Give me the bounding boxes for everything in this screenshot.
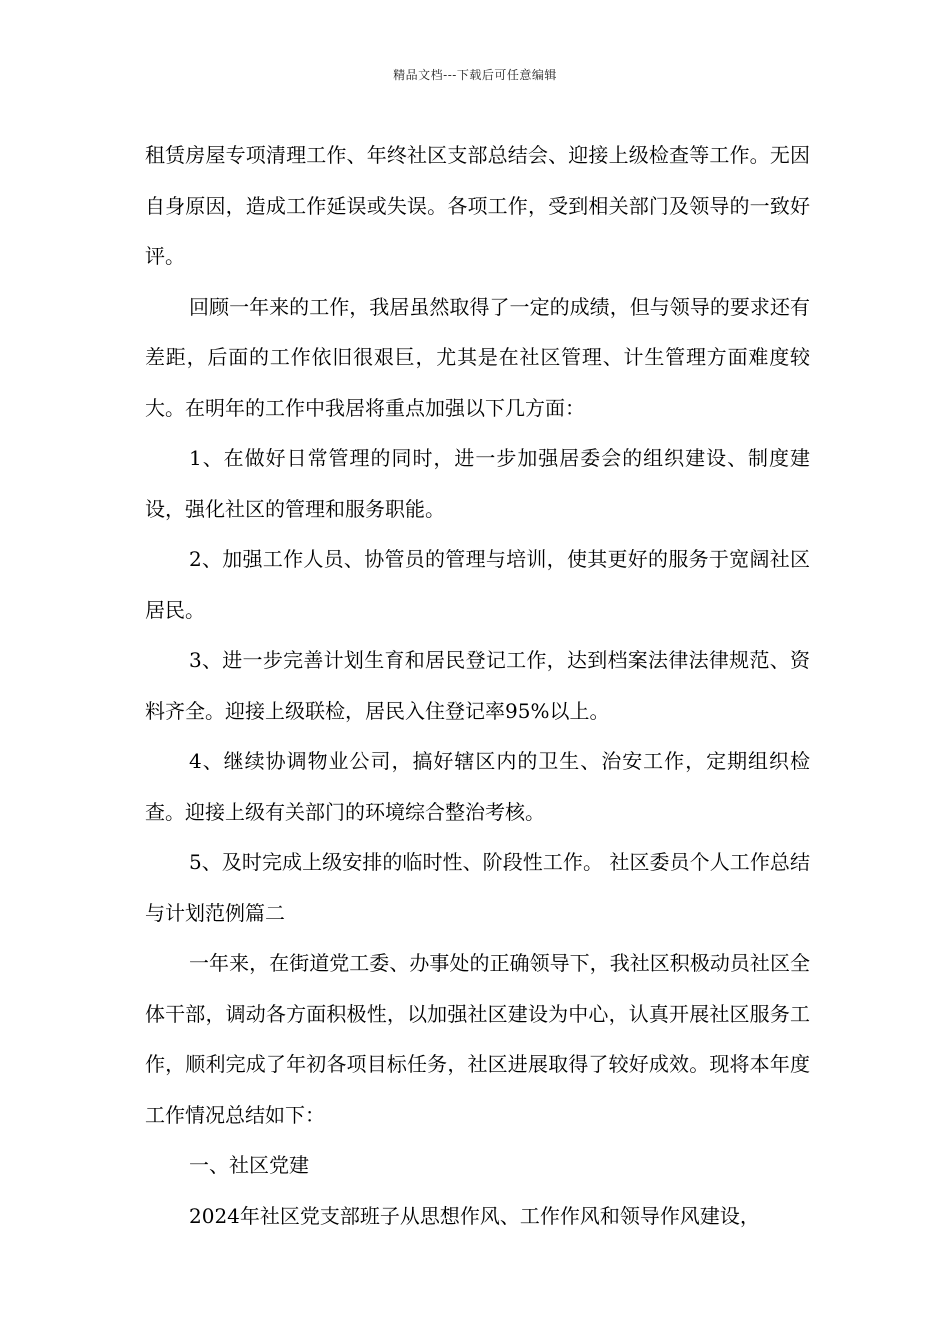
list-item-paragraph: 3、进一步完善计划生育和居民登记工作，达到档案法律法律规范、资料齐全。迎接上级联检，居民入住登记率95%以上。 — [145, 648, 810, 723]
page-header: 精品文档---下载后可任意编辑 — [393, 68, 557, 82]
list-item-paragraph: 1、在做好日常管理的同时，进一步加强居委会的组织建设、制度建设，强化社区的管理和服务职能。 — [145, 446, 810, 521]
list-item-paragraph: 4、继续协调物业公司，搞好辖区内的卫生、治安工作，定期组织检查。迎接上级有关部门的环境综合整治考核。 — [145, 749, 810, 824]
section-heading: 一、社区党建 — [189, 1153, 309, 1177]
paragraph: 2024年社区党支部班子从思想作风、工作作风和领导作风建设， — [189, 1203, 760, 1228]
list-item-paragraph: 2、加强工作人员、协管员的管理与培训，使其更好的服务于宽阔社区居民。 — [145, 547, 810, 622]
document-body — [145, 130, 810, 1241]
list-item-paragraph: 5、及时完成上级安排的临时性、阶段性工作。 社区委员个人工作总结与计划范例篇二 — [145, 850, 810, 925]
paragraph: 租赁房屋专项清理工作、年终社区支部总结会、迎接上级检查等工作。无因自身原因，造成工作延误或失误。各项工作，受到相关部门及领导的一致好评。 — [145, 143, 810, 268]
paragraph: 回顾一年来的工作，我居虽然取得了一定的成绩，但与领导的要求还有差距，后面的工作依旧很艰巨，尤其是在社区管理、计生管理方面难度较大。在明年的工作中我居将重点加强以下几方面： — [145, 294, 810, 420]
paragraph: 一年来，在街道党工委、办事处的正确领导下，我社区积极动员社区全体干部，调动各方面积极性，以加强社区建设为中心，认真开展社区服务工作，顺利完成了年初各项目标任务，社区进展取得了较好成效。现将本年度工作情况总结如下： — [145, 951, 810, 1127]
